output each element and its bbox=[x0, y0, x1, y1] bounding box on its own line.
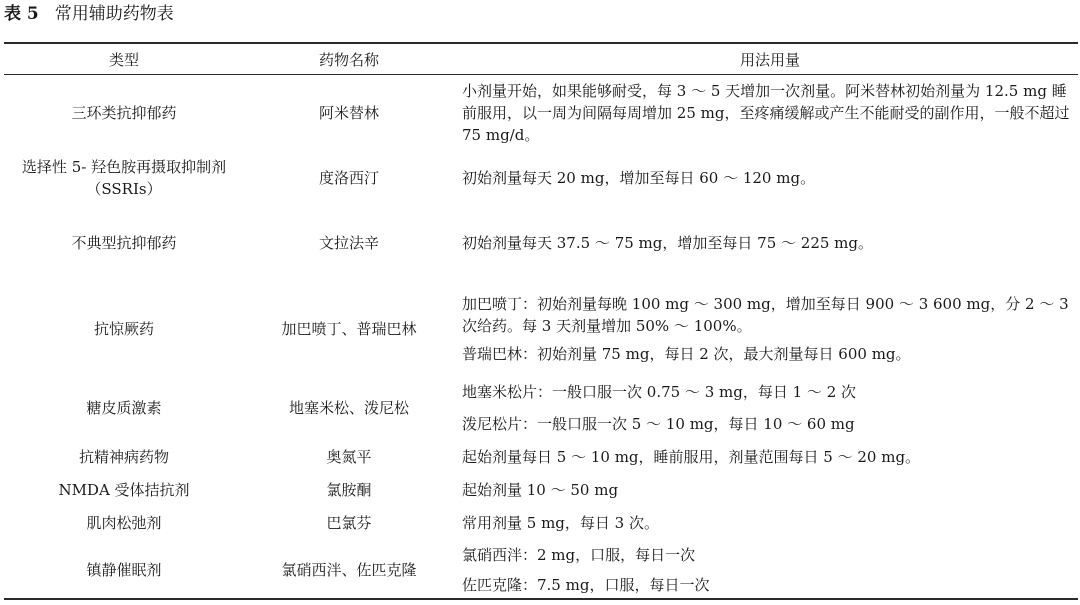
header-type: 类型 bbox=[108, 50, 139, 69]
table-row bbox=[4, 473, 1078, 506]
cell-name: 阿米替林 bbox=[318, 103, 379, 122]
usage-text: 地塞米松片：一般口服一次 0.75 ～ 3 mg，每日 1 ～ 2 次 bbox=[462, 383, 857, 401]
cell-usage bbox=[454, 506, 1078, 539]
cell-name: 地塞米松、泼尼松 bbox=[288, 399, 409, 417]
cell-type: 不典型抗抑郁药 bbox=[71, 234, 177, 252]
usage-text: 氯硝西泮：2 mg，口服，每日一次 bbox=[462, 546, 696, 564]
medication-table bbox=[4, 44, 1078, 601]
header-name: 药物名称 bbox=[318, 50, 379, 69]
usage-text: 起始剂量 10 ～ 50 mg bbox=[462, 480, 619, 499]
table-row bbox=[4, 74, 1078, 151]
cell-usage bbox=[454, 473, 1078, 506]
cell-type: 选择性 5- 羟色胺再摄取抑制剂（SSRIs） bbox=[21, 157, 227, 198]
header-row bbox=[4, 44, 1078, 74]
usage-text: 泼尼松片：一般口服一次 5 ～ 10 mg，每日 10 ～ 60 mg bbox=[462, 415, 855, 433]
table-number: 表 5 bbox=[4, 4, 39, 24]
cell-usage bbox=[454, 204, 1078, 282]
cell-name: 氯硝西泮、佐匹克隆 bbox=[281, 561, 417, 579]
table-row bbox=[4, 376, 1078, 440]
table-row bbox=[4, 151, 1078, 204]
usage-text: 普瑞巴林：初始剂量 75 mg，每日 2 次，最大剂量每日 600 mg。 bbox=[462, 345, 911, 363]
cell-name: 氯胺酮 bbox=[326, 480, 372, 499]
table-caption bbox=[4, 0, 174, 28]
usage-text: 初始剂量每天 20 mg，增加至每日 60 ～ 120 mg。 bbox=[462, 168, 816, 187]
cell-type: 抗惊厥药 bbox=[93, 320, 154, 338]
cell-name: 奥氮平 bbox=[326, 447, 372, 466]
usage-text: 初始剂量每天 37.5 ～ 75 mg，增加至每日 75 ～ 225 mg。 bbox=[462, 234, 874, 252]
cell-type: NMDA 受体拮抗剂 bbox=[58, 480, 190, 499]
usage-text: 佐匹克隆：7.5 mg，口服，每日一次 bbox=[462, 576, 710, 594]
table-row bbox=[4, 506, 1078, 539]
cell-type: 镇静催眠剂 bbox=[86, 561, 162, 579]
table-row bbox=[4, 539, 1078, 601]
table-row bbox=[4, 204, 1078, 282]
header-usage: 用法用量 bbox=[739, 50, 800, 69]
cell-usage bbox=[454, 282, 1078, 376]
cell-name: 文拉法辛 bbox=[318, 234, 379, 252]
cell-name: 加巴喷丁、普瑞巴林 bbox=[281, 320, 417, 338]
usage-text: 小剂量开始，如果能够耐受，每 3 ～ 5 天增加一次剂量。阿米替林初始剂量为 12.5 mg 睡前服用，以一周为间隔每周增加 25 mg，至疼痛缓解或产生不能耐受的副作用，一般不超过 75 mg/d。 bbox=[462, 81, 1070, 144]
usage-text: 加巴喷丁：初始剂量每晚 100 mg ～ 300 mg，增加至每日 900 ～ 3 600 mg，分 2 ～ 3 次给药。每 3 天剂量增加 50% ～ 100%。 bbox=[462, 295, 1069, 335]
cell-name: 度洛西汀 bbox=[318, 168, 379, 187]
cell-usage bbox=[454, 376, 1078, 440]
cell-usage bbox=[454, 440, 1078, 473]
cell-type: 肌肉松弛剂 bbox=[86, 513, 162, 532]
cell-usage bbox=[454, 74, 1078, 151]
cell-type: 三环类抗抑郁药 bbox=[71, 103, 177, 122]
cell-usage bbox=[454, 539, 1078, 601]
cell-name: 巴氯芬 bbox=[326, 513, 372, 532]
usage-text: 起始剂量每日 5 ～ 10 mg，睡前服用，剂量范围每日 5 ～ 20 mg。 bbox=[462, 447, 921, 466]
table-title: 常用辅助药物表 bbox=[54, 4, 174, 24]
cell-type: 糖皮质激素 bbox=[86, 399, 162, 417]
table-row bbox=[4, 282, 1078, 376]
cell-type: 抗精神病药物 bbox=[78, 447, 169, 466]
cell-usage bbox=[454, 151, 1078, 204]
table-row bbox=[4, 440, 1078, 473]
usage-text: 常用剂量 5 mg，每日 3 次。 bbox=[462, 513, 659, 532]
table-body bbox=[4, 74, 1078, 601]
